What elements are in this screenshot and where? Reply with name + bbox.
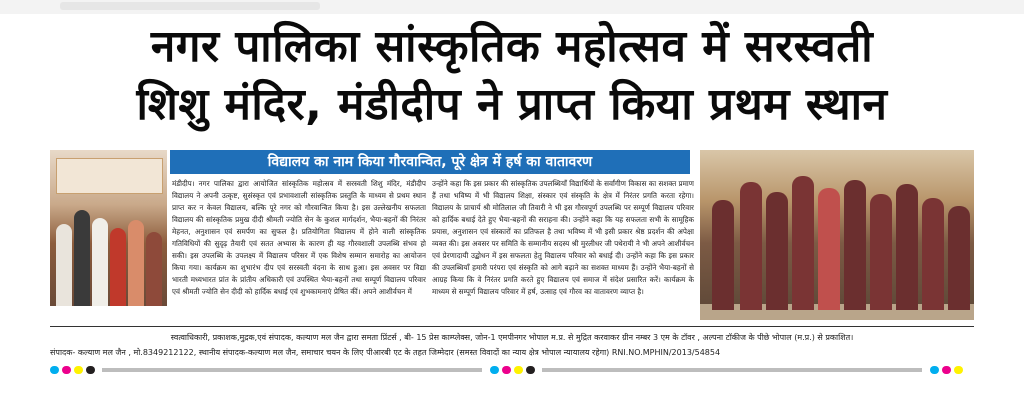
imprint-line-1: स्वत्वाधिकारी, प्रकाशक,मुद्रक,एवं संपादक, कल्याण मल जैन द्वारा समता प्रिंटर्स , बी- 15 प्रेस काम्प्लेक्स, जोन-1 एमपीनगर भोपाल म.प्र. से मुद्रित करवाकर ग्रीन नम्बर 3 एम के टॉवर , अल्पना टॉकीज के पीछे भोपाल (म.प्र.) से प्रकाशित। xyxy=(170,333,854,342)
black-mark xyxy=(86,366,95,374)
subhead: विद्यालय का नाम किया गौरवान्वित, पूरे क्षेत्र में हर्ष का वातावरण xyxy=(267,154,593,170)
award-ceremony-photo xyxy=(50,150,167,306)
stage-banner xyxy=(56,158,163,194)
students-group-photo xyxy=(700,150,974,320)
gray-bar xyxy=(102,368,482,372)
imprint-line-2: संपादक- कल्याण मल जैन , मो.8349212122, स्थानीय संपादक-कल्याण मल जैन, समाचार चयन के लिए पीआरबी एट के तहत जिम्मेदार (समस्त विवादों का न्याय क्षेत्र भोपाल न्यायालय रहेगा) RNI.NO.MPHIN/2013/54854 xyxy=(50,348,721,357)
student-figure xyxy=(896,184,918,310)
magenta-mark xyxy=(62,366,71,374)
cyan-mark xyxy=(930,366,939,374)
magenta-mark xyxy=(942,366,951,374)
person-figure xyxy=(146,232,162,306)
yellow-mark xyxy=(74,366,83,374)
person-figure xyxy=(56,224,72,306)
student-figure xyxy=(844,180,866,310)
magenta-mark xyxy=(502,366,511,374)
gray-bar xyxy=(542,368,922,372)
black-mark xyxy=(526,366,535,374)
student-figure xyxy=(818,188,840,310)
cyan-mark xyxy=(490,366,499,374)
top-clipping-edge xyxy=(0,0,1024,14)
cyan-mark xyxy=(50,366,59,374)
article-column-2: उन्होंने कहा कि इस प्रकार की सांस्कृतिक उपलब्धियाँ विद्यार्थियों के सर्वांगीण विकास का सशक्त प्रमाण हैं तथा भविष्य में भी विद्यालय शिक्षा, संस्कार एवं संस्कृति के क्षेत्र में निरंतर प्रगति करता रहेगा। विद्यालय के प्राचार्य श्री मोतिलाल जी तिवारी ने भी इस गौरवपूर्ण उपलब्धि पर सम्पूर्ण विद्यालय परिवार को हार्दिक बधाई देते हुए भैया-बहनों की सराहना की। उन्होंने कहा कि यह सफलता सभी के सामूहिक प्रयास, अनुशासन एवं संस्कारों का प्रतिफल है तथा भविष्य में भी इसी प्रकार श्रेष्ठ प्रदर्शन की अपेक्षा व्यक्त की। इस अवसर पर समिति के सम्मानीय सदस्य श्री मुरलीधर जी पथेरायी ने भी अपने आशीर्वचन एवं प्रेरणादायी उद्बोधन में इस सफलता हेतु विद्यालय परिवार को बधाई दी। उन्होंने कहा कि इस प्रकार की उपलब्धियाँ हमारी परंपरा एवं संस्कृति को आगे बढ़ाने का सशक्त माध्यम हैं। उन्होंने भैया-बहनों से आग्रह किया कि वे निरंतर प्रगति करते हुए विद्यालय एवं समाज में संदेश प्रसारित करें। कार्यक्रम के माध्यम से सम्पूर्ण विद्यालय परिवार में हर्ष, उत्साह एवं गौरव का वातावरण व्याप्त है। xyxy=(432,179,694,296)
headline-line-1: नगर पालिका सांस्कृतिक महोत्सव में सरस्वती xyxy=(150,21,874,72)
person-figure xyxy=(128,220,144,306)
student-figure xyxy=(740,182,762,310)
student-figure xyxy=(870,194,892,310)
person-figure xyxy=(92,218,108,306)
student-figure xyxy=(922,198,944,310)
headline-line-2: शिशु मंदिर, मंडीदीप ने प्राप्त किया प्रथम स्थान xyxy=(136,79,888,130)
person-figure xyxy=(110,228,126,306)
student-figure xyxy=(948,206,970,310)
student-figure xyxy=(792,176,814,310)
person-figure xyxy=(74,210,90,306)
footer-divider xyxy=(50,326,974,327)
yellow-mark xyxy=(514,366,523,374)
clipping-smudge xyxy=(60,2,320,10)
student-figure xyxy=(766,192,788,310)
article-column-1: मंडीदीप। नगर पालिका द्वारा आयोजित सांस्कृतिक महोत्सव में सरस्वती शिशु मंदिर, मंडीदीप विद्यालय ने अपनी उत्कृष्ट, सुसंस्कृत एवं प्रभावशाली सांस्कृतिक प्रस्तुति के माध्यम से प्रथम स्थान प्राप्त कर न केवल विद्यालय, बल्कि पूरे नगर को गौरवान्वित किया है। इस उल्लेखनीय सफलता विद्यालय की सांस्कृतिक प्रमुख दीदी श्रीमती ज्योति सेन के कुशल मार्गदर्शन, भैया-बहनों की निरंतर मेहनत, अनुशासन एवं समर्पण का सुफल है। प्रतियोगिता विद्यालय में होने वाली सांस्कृतिक गतिविधियों की सुदृढ़ तैयारी एवं सतत अभ्यास के कारण ही यह गौरवशाली उपलब्धि संभव हो सकी। इस उपलब्धि के उपलक्ष्य में विद्यालय परिसर में एक विशेष सम्मान समारोह का आयोजन किया गया। कार्यक्रम का शुभारंभ दीप एवं सरस्वती वंदना के साथ हुआ। इस अवसर पर विद्या भारती मध्यभारत प्रांत के प्रांतीय अधिकारी एवं उपस्थित भैया-बहनों तथा सम्पूर्ण विद्यालय परिवार एवं श्रीमती ज्योति सेन दीदी को हार्दिक बधाई एवं शुभकामनाएं प्रेषित कीं। अपने आशीर्वचन में xyxy=(172,179,426,296)
headline xyxy=(30,18,994,134)
student-figure xyxy=(712,200,734,310)
yellow-mark xyxy=(954,366,963,374)
registration-marks xyxy=(50,366,974,374)
